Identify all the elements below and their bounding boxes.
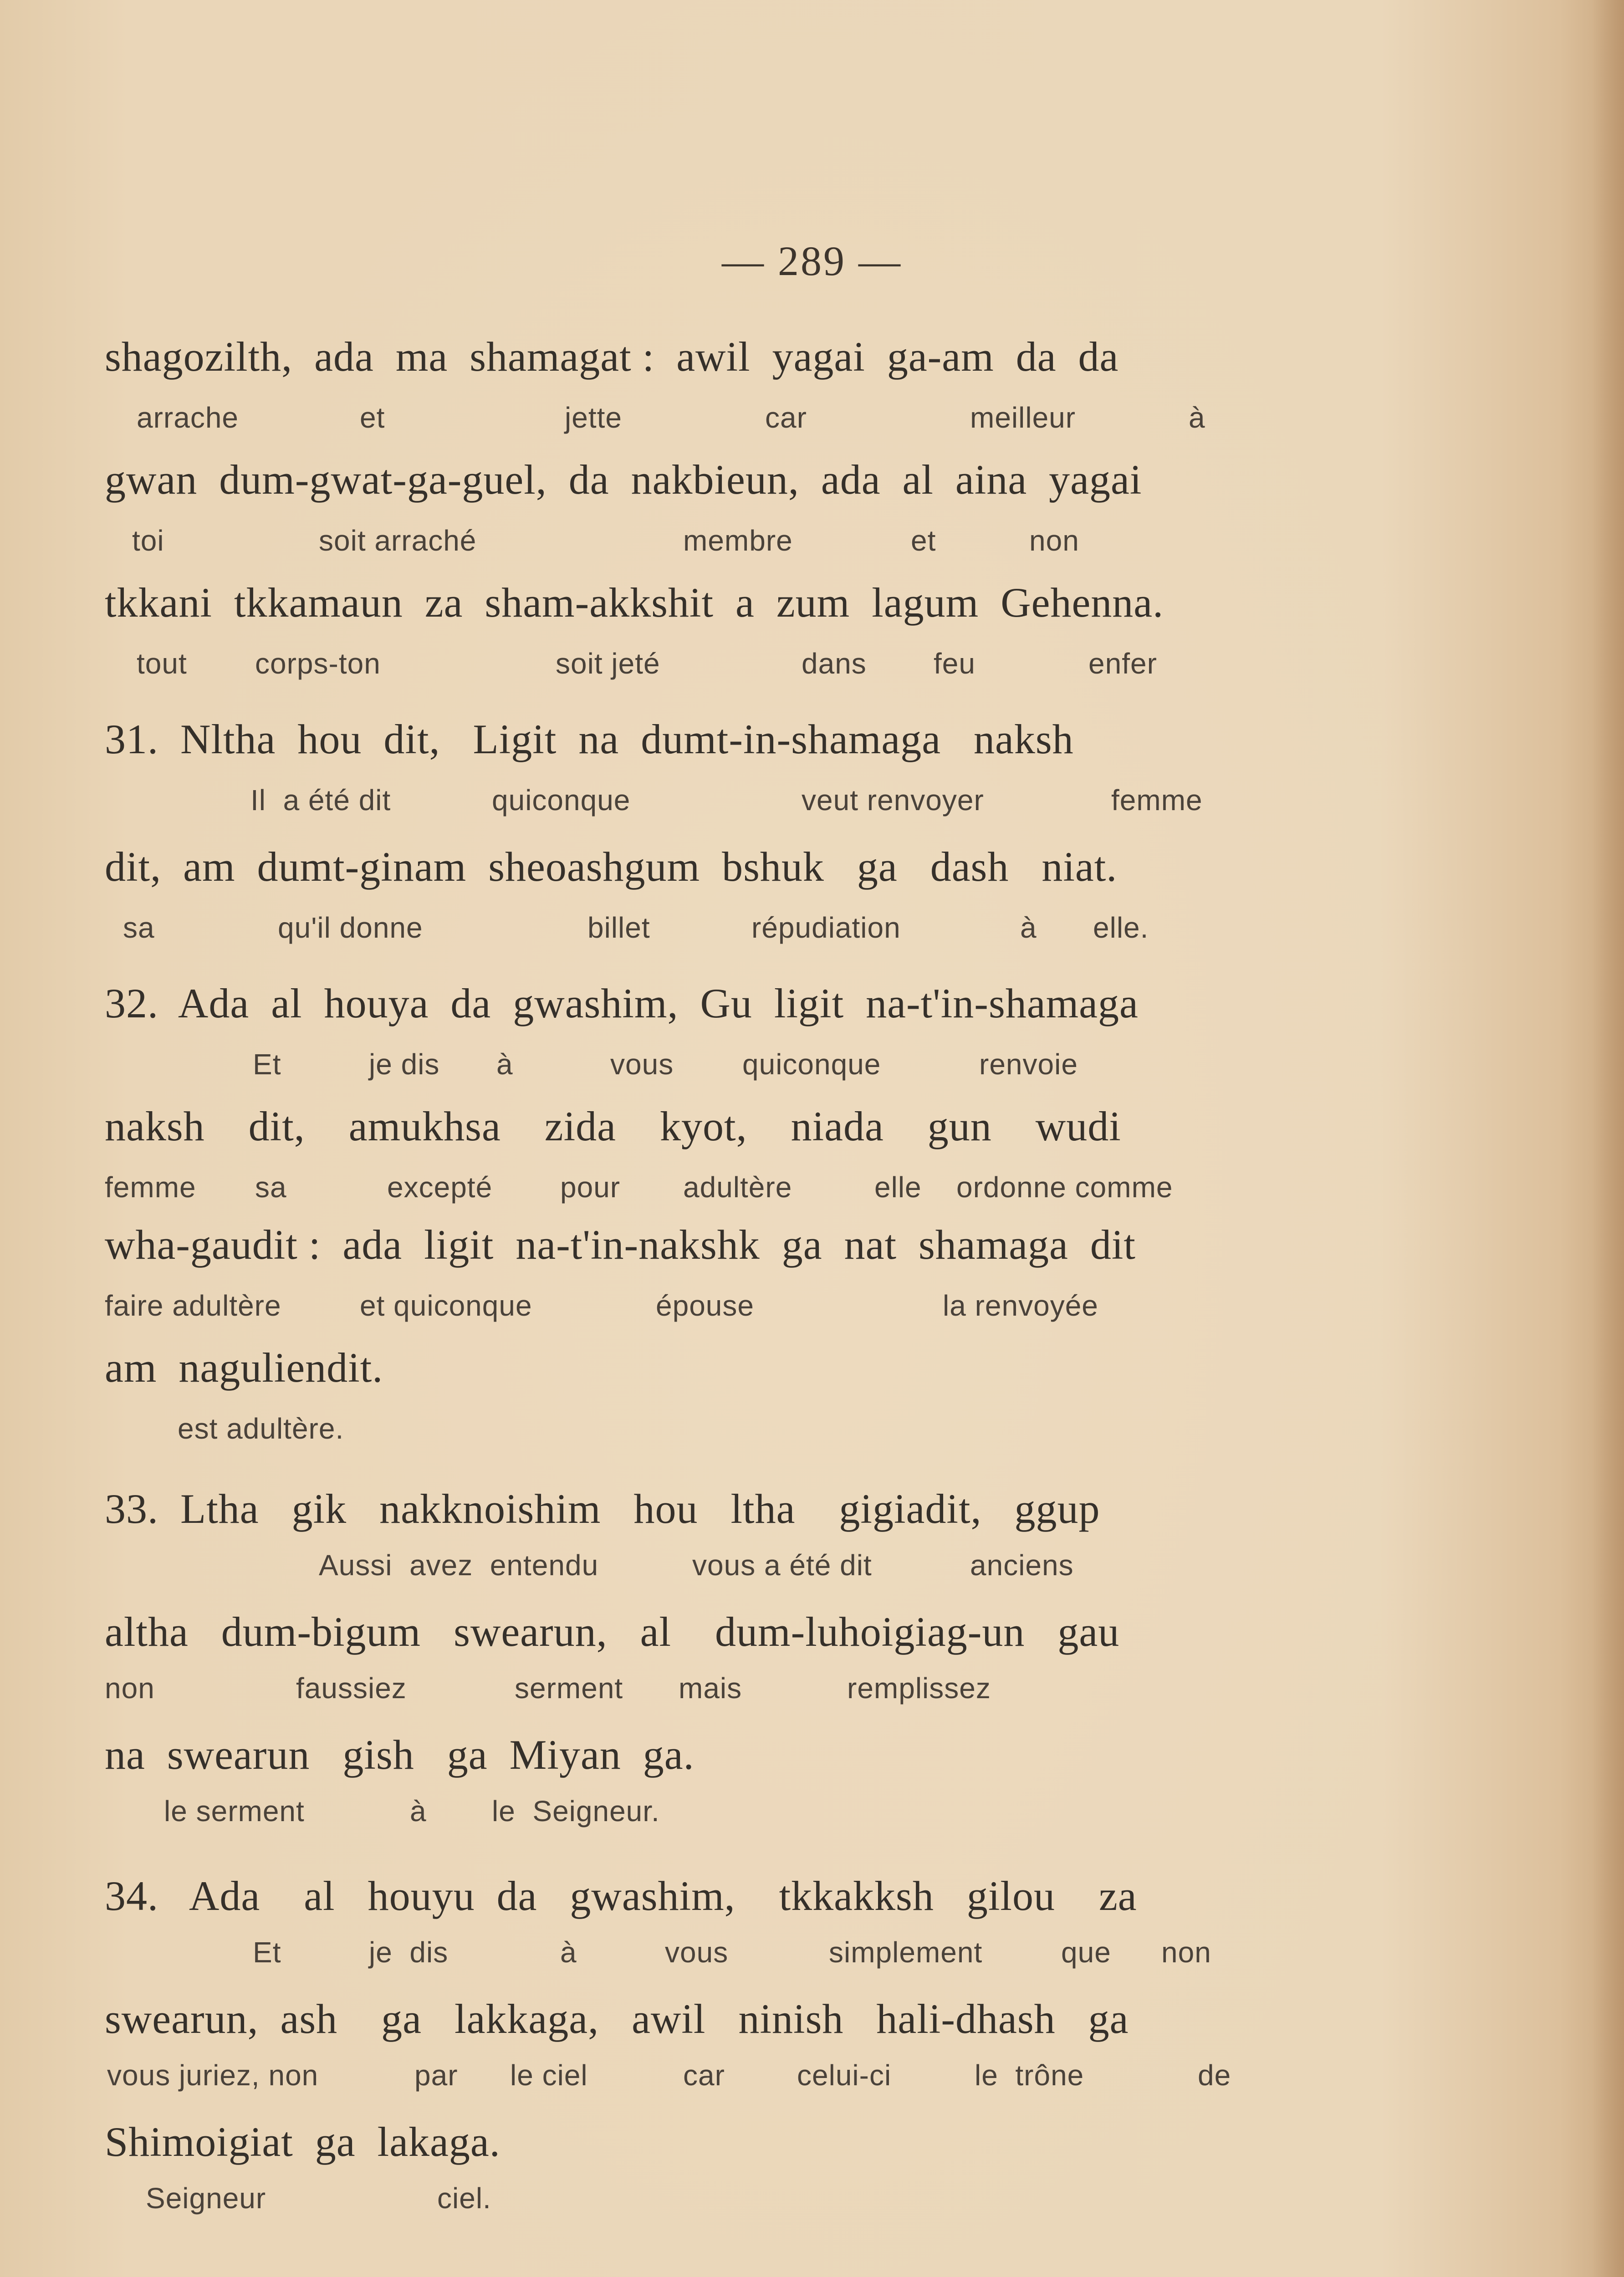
gloss-word: Seigneur: [146, 2182, 266, 2215]
gloss-word: quiconque: [742, 1048, 881, 1081]
gloss-word: ciel.: [437, 2182, 491, 2215]
source-line: tkkani tkkamaun za sham-akkshit a zum lagum Gehenna.: [105, 579, 1164, 626]
source-line: Shimoigiat ga lakaga.: [105, 2119, 500, 2165]
gloss-word: elle.: [1093, 911, 1149, 944]
gloss-word: Aussi avez entendu: [319, 1549, 599, 1582]
gloss-word: le Seigneur.: [492, 1795, 660, 1828]
gloss-word: que: [1061, 1936, 1111, 1969]
gloss-word: épouse: [656, 1289, 754, 1322]
gloss-word: Et: [253, 1048, 281, 1081]
gloss-word: et: [360, 401, 385, 434]
gloss-word: le ciel: [510, 2059, 588, 2092]
gloss-word: je dis: [369, 1048, 440, 1081]
gloss-word: Il a été dit: [250, 784, 391, 817]
gloss-word: car: [683, 2059, 725, 2092]
gloss-word: et: [911, 524, 936, 557]
source-line: 32. Ada al houya da gwashim, Gu ligit na-t'in-shamaga: [105, 980, 1139, 1026]
gloss-word: à: [560, 1936, 577, 1969]
gloss-word: soit arraché: [319, 524, 477, 557]
source-line: altha dum-bigum swearun, al dum-luhoigiag-un gau: [105, 1608, 1120, 1655]
source-line: 34. Ada al houyu da gwashim, tkkakksh gilou za: [105, 1873, 1137, 1919]
gloss-word: faire adultère: [105, 1289, 281, 1322]
gloss-word: vous juriez, non: [107, 2059, 319, 2092]
source-line: swearun, ash ga lakkaga, awil ninish hali-dhash ga: [105, 1996, 1129, 2042]
gloss-word: femme: [105, 1171, 196, 1204]
page-edge-shading: [1592, 0, 1624, 2277]
gloss-word: billet: [587, 911, 650, 944]
gloss-word: à: [1189, 401, 1205, 434]
gloss-word: serment: [515, 1672, 623, 1705]
gloss-word: excepté: [387, 1171, 493, 1204]
source-line: na swearun gish ga Miyan ga.: [105, 1731, 695, 1778]
gloss-word: à: [496, 1048, 513, 1081]
gloss-word: toi: [132, 524, 164, 557]
gloss-word: renvoie: [979, 1048, 1078, 1081]
gloss-word: ordonne comme: [956, 1171, 1173, 1204]
gloss-word: celui-ci: [797, 2059, 892, 2092]
source-line: naksh dit, amukhsa zida kyot, niada gun wudi: [105, 1103, 1121, 1149]
gloss-word: elle: [874, 1171, 922, 1204]
source-line: 33. Ltha gik nakknoishim hou ltha gigiadit, ggup: [105, 1486, 1100, 1532]
gloss-word: feu: [934, 647, 975, 680]
page-number: — 289 —: [722, 238, 902, 284]
gloss-word: dans: [802, 647, 867, 680]
source-line: 31. Nltha hou dit, Ligit na dumt-in-shamaga naksh: [105, 716, 1074, 762]
gloss-word: de: [1198, 2059, 1231, 2092]
gloss-word: la renvoyée: [943, 1289, 1098, 1322]
gloss-word: anciens: [970, 1549, 1074, 1582]
gloss-word: à: [410, 1795, 427, 1828]
source-line: dit, am dumt-ginam sheoashgum bshuk ga dash niat.: [105, 843, 1118, 890]
gloss-word: je dis: [369, 1936, 449, 1969]
gloss-word: veut renvoyer: [802, 784, 984, 817]
gloss-word: et quiconque: [360, 1289, 532, 1322]
gloss-word: vous: [665, 1936, 729, 1969]
gloss-word: adultère: [683, 1171, 792, 1204]
gloss-word: membre: [683, 524, 793, 557]
gloss-word: le trône: [975, 2059, 1084, 2092]
gloss-word: à: [1020, 911, 1037, 944]
source-line: am naguliendit.: [105, 1344, 383, 1391]
gloss-word: répudiation: [751, 911, 901, 944]
gloss-word: meilleur: [970, 401, 1076, 434]
gloss-word: remplissez: [847, 1672, 991, 1705]
gloss-word: mais: [679, 1672, 742, 1705]
gloss-word: Et: [253, 1936, 281, 1969]
gloss-word: par: [414, 2059, 458, 2092]
gloss-word: soit jeté: [556, 647, 660, 680]
gloss-word: tout: [137, 647, 187, 680]
gloss-word: enfer: [1088, 647, 1157, 680]
gloss-word: quiconque: [492, 784, 631, 817]
gloss-word: non: [1161, 1936, 1211, 1969]
gloss-word: non: [105, 1672, 155, 1705]
gloss-word: vous a été dit: [692, 1549, 872, 1582]
gloss-word: arrache: [137, 401, 239, 434]
gloss-word: sa: [123, 911, 155, 944]
gloss-word: le serment: [164, 1795, 305, 1828]
source-line: wha-gaudit : ada ligit na-t'in-nakshk ga nat shamaga dit: [105, 1221, 1136, 1268]
gloss-word: non: [1029, 524, 1079, 557]
gloss-word: simplement: [829, 1936, 983, 1969]
gloss-word: pour: [560, 1171, 621, 1204]
source-line: gwan dum-gwat-ga-guel, da nakbieun, ada al aina yagai: [105, 456, 1142, 503]
gloss-word: femme: [1111, 784, 1203, 817]
gloss-word: vous: [610, 1048, 674, 1081]
gloss-word: est adultère.: [178, 1412, 344, 1445]
gloss-word: faussiez: [296, 1672, 407, 1705]
gloss-word: sa: [255, 1171, 287, 1204]
gloss-word: car: [765, 401, 807, 434]
gloss-word: jette: [565, 401, 622, 434]
gloss-word: qu'il donne: [278, 911, 423, 944]
source-line: shagozilth, ada ma shamagat : awil yagai ga-am da da: [105, 333, 1119, 380]
gloss-word: corps-ton: [255, 647, 381, 680]
